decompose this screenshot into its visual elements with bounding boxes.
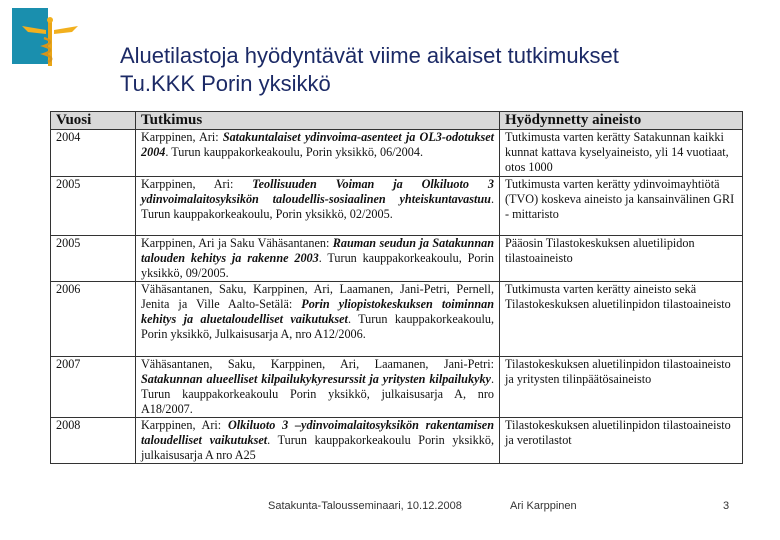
study-cell [136, 236, 500, 282]
study-title: Satakuntalaiset ydinvoima-asenteet ja OL3-odotukset 2004 [141, 130, 494, 159]
study-cell [136, 357, 500, 418]
study-cell [136, 282, 500, 357]
study-authors: Vähäsantanen, Saku, Karppinen, Ari, Laamanen, Jani-Petri, Pernell, Jenita ja Ville Aalto-Setälä: [141, 282, 494, 311]
year-cell: 2007 [51, 357, 136, 418]
study-title: Rauman seudun ja Satakunnan talouden kehitys ja rakenne 2003 [141, 236, 494, 265]
study-cell [136, 418, 500, 464]
study-cell [136, 130, 500, 177]
data-source-cell: Pääosin Tilastokeskuksen aluetilipidon tilastoaineisto [500, 236, 743, 282]
header-study: Tutkimus [136, 112, 500, 130]
data-source-cell: Tilastokeskuksen aluetilinpidon tilastoaineisto ja verotilastot [500, 418, 743, 464]
data-source-cell: Tilastokeskuksen aluetilinpidon tilastoaineisto ja yritysten tilinpäätösaineisto [500, 357, 743, 418]
year-cell: 2004 [51, 130, 136, 177]
data-source-cell: Tutkimusta varten kerätty Satakunnan kaikki kunnat kattava kyselyaineisto, yli 14 vuotiaat, otos 1000 [500, 130, 743, 177]
study-title: Teollisuuden Voiman ja Olkiluoto 3 ydinvoimalaitosyksikön taloudellis-sosiaalinen yhteiskuntavastuu [141, 177, 494, 206]
study-publisher: . Turun kauppakorkeakoulu, Porin yksikkö, 09/2005. [141, 251, 494, 280]
study-title: Olkiluoto 3 –ydinvoimalaitosyksikön rakentamisen taloudelliset vaikutukset [141, 418, 494, 447]
header-year: Vuosi [51, 112, 136, 130]
study-authors: Karppinen, Ari: [141, 418, 228, 432]
study-authors: Karppinen, Ari: [141, 177, 253, 191]
header-data: Hyödynnetty aineisto [500, 112, 743, 130]
year-cell: 2008 [51, 418, 136, 464]
title-line: Tu.KKK Porin yksikkö [120, 71, 331, 96]
study-authors: Karppinen, Ari: [141, 130, 223, 144]
table-row [51, 418, 743, 464]
logo [12, 8, 48, 64]
caduceus-icon [20, 16, 80, 68]
study-publisher: . Turun kauppakorkeakoulu, Porin yksikkö, Julkaisusarja A, nro A12/2006. [141, 312, 494, 341]
table-row [51, 357, 743, 418]
year-cell: 2005 [51, 177, 136, 236]
study-publisher: . Turun kauppakorkeakoulu, Porin yksikkö, 02/2005. [141, 192, 494, 221]
footer-event: Satakunta-Talousseminaari, 10.12.2008 [268, 500, 462, 512]
table-header-row [51, 112, 743, 130]
data-source-cell: Tutkimusta varten kerätty aineisto sekä Tilastokeskuksen aluetilinpidon tilastoaineisto [500, 282, 743, 357]
slide-title [120, 42, 619, 98]
table-row [51, 236, 743, 282]
study-publisher: . Turun kauppakorkeakoulu Porin yksikkö, julkaisusarja A, nro A18/2007. [141, 372, 494, 416]
study-title: Porin yliopistokeskuksen toiminnan kehitys ja aluetaloudelliset vaikutukset [141, 297, 494, 326]
page-number: 3 [723, 500, 730, 512]
table-row [51, 177, 743, 236]
study-publisher: . Turun kauppakorkeakoulu Porin yksikkö, julkaisusarja A nro A25 [141, 433, 494, 462]
study-authors: Vähäsantanen, Saku, Karppinen, Ari, Laamanen, Jani-Petri: [141, 357, 494, 371]
title-line: Aluetilastoja hyödyntävät viime aikaiset tutkimukset [120, 43, 619, 68]
study-publisher: . Turun kauppakorkeakoulu, Porin yksikkö, 06/2004. [165, 145, 424, 159]
data-source-cell: Tutkimusta varten kerätty ydinvoimayhtiötä (TVO) koskeva aineisto ja kansainvälinen GRI - mittaristo [500, 177, 743, 236]
study-authors: Karppinen, Ari ja Saku Vähäsantanen: [141, 236, 333, 250]
footer-author: Ari Karppinen [510, 500, 577, 512]
year-cell: 2005 [51, 236, 136, 282]
study-title: Satakunnan alueelliset kilpailukykyresurssit ja yritysten kilpailukyky [141, 372, 491, 386]
year-cell: 2006 [51, 282, 136, 357]
table-row [51, 282, 743, 357]
study-cell [136, 177, 500, 236]
research-table [50, 111, 743, 464]
table-row [51, 130, 743, 177]
